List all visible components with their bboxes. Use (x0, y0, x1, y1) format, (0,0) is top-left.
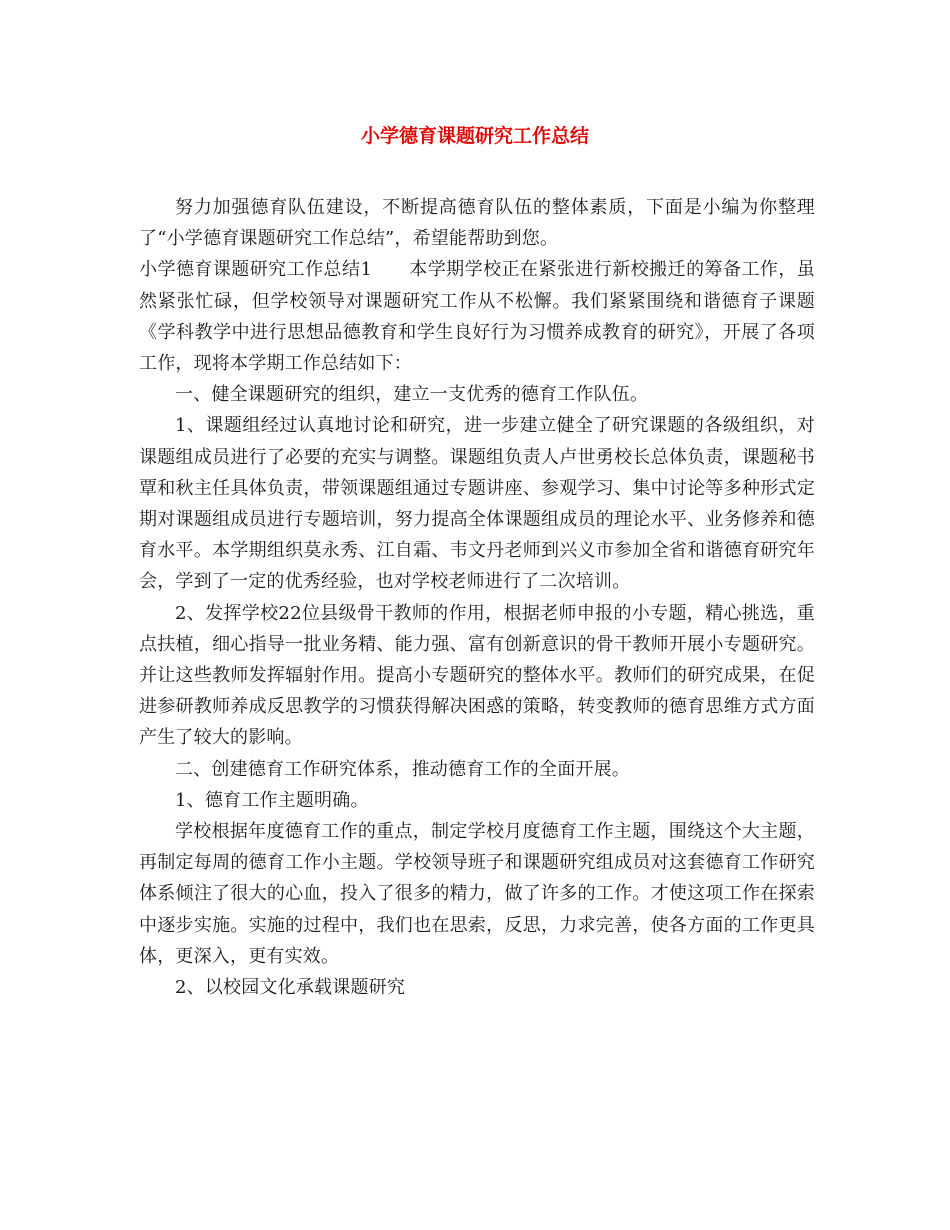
paragraph-intro: 努力加强德育队伍建设，不断提高德育队伍的整体素质，下面是小编为你整理了“小学德育课题研究工作总结”，希望能帮助到您。 (139, 197, 815, 250)
paragraph-summary-opening: 小学德育课题研究工作总结1 本学期学校正在紧张进行新校搬迁的筹备工作，虽然紧张忙碌，但学校领导对课题研究工作从不松懈。我们紧紧围绕和谐德育子课题《学科教学中进行思想品德教育和学生良好行为习惯养成教育的研究》，开展了各项工作，现将本学期工作总结如下： (139, 259, 815, 375)
paragraph-1-1: 1、课题组经过认真地讨论和研究，进一步建立健全了研究课题的各级组织，对课题组成员进行了必要的充实与调整。课题组负责人卢世勇校长总体负责，课题秘书覃和秋主任具体负责，带领课题组通过专题讲座、参观学习、集中讨论等多种形式定期对课题组成员进行专题培训，努力提高全体课题组成员的理论水平、业务修养和德育水平。本学期组织莫永秀、江自霜、韦文丹老师到兴义市参加全省和谐德育研究年会，学到了一定的优秀经验，也对学校老师进行了二次培训。 (139, 415, 815, 593)
document-body (139, 192, 815, 1003)
document-title: 小学德育课题研究工作总结 (360, 125, 589, 147)
section-heading-1: 一、健全课题研究的组织，建立一支优秀的德育工作队伍。 (175, 384, 649, 406)
subheading-2-1: 1、德育工作主题明确。 (175, 789, 369, 811)
subheading-2-2: 2、以校园文化承载课题研究 (175, 977, 406, 999)
paragraph-1-2: 2、发挥学校22位县级骨干教师的作用，根据老师申报的小专题，精心挑选，重点扶植，细心指导一批业务精、能力强、富有创新意识的骨干教师开展小专题研究。并让这些教师发挥辐射作用。提高小专题研究的整体水平。教师们的研究成果，在促进参研教师养成反思教学的习惯获得解决困惑的策略，转变教师的德育思维方式方面产生了较大的影响。 (139, 602, 815, 749)
paragraph-2-1: 学校根据年度德育工作的重点，制定学校月度德育工作主题，围绕这个大主题，再制定每周的德育工作小主题。学校领导班子和课题研究组成员对这套德育工作研究体系倾注了很大的心血，投入了很多的精力，做了许多的工作。才使这项工作在探索中逐步实施。实施的过程中，我们也在思索，反思，力求完善，使各方面的工作更具体，更深入，更有实效。 (139, 821, 815, 967)
section-heading-2: 二、创建德育工作研究体系，推动德育工作的全面开展。 (175, 758, 630, 780)
